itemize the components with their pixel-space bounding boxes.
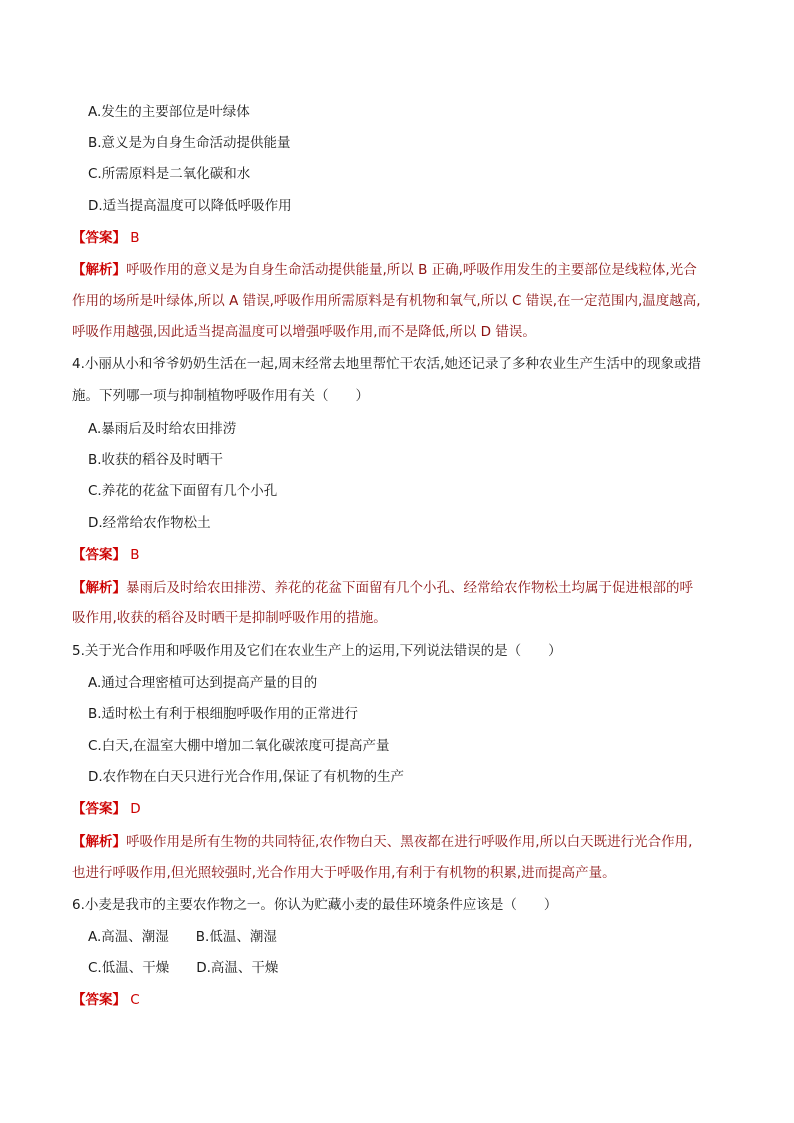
q4-analysis-line-1 — [72, 578, 732, 598]
analysis-text: 呼吸作用的意义是为自身生命活动提供能量,所以 B 正确,呼吸作用发生的主要部位是线粒体,光合 — [126, 262, 697, 278]
answer-label: 【答案】 — [72, 230, 126, 246]
answer-value: C — [130, 992, 140, 1008]
answer-label: 【答案】 — [72, 801, 126, 817]
q3-option-a: A.发生的主要部位是叶绿体 — [88, 104, 250, 120]
q5-option-b: B.适时松土有利于根细胞呼吸作用的正常进行 — [88, 706, 359, 722]
q5-answer — [72, 799, 732, 819]
q4-analysis-line-2: 吸作用,收获的稻谷及时晒干是抑制呼吸作用的措施。 — [72, 610, 387, 626]
q3-analysis-line-2: 作用的场所是叶绿体,所以 A 错误,呼吸作用所需原料是有机物和氧气,所以 C 错误,在一定范围内,温度越高, — [72, 293, 701, 309]
q4-answer — [72, 545, 732, 565]
q4-option-c: C.养花的花盆下面留有几个小孔 — [88, 483, 278, 499]
answer-value: B — [130, 547, 140, 563]
q3-option-b: B.意义是为自身生命活动提供能量 — [88, 135, 291, 151]
q5-option-c: C.白天,在温室大棚中增加二氧化碳浓度可提高产量 — [88, 738, 390, 754]
answer-value: B — [130, 230, 140, 246]
q6-options-row-2: C.低温、干燥 D.高温、干燥 — [88, 960, 279, 976]
analysis-label: 【解析】 — [72, 580, 126, 596]
q5-analysis-line-1 — [72, 832, 732, 852]
answer-label: 【答案】 — [72, 547, 126, 563]
q5-stem: 5.关于光合作用和呼吸作用及它们在农业生产上的运用,下列说法错误的是（ ） — [72, 643, 562, 659]
analysis-text: 暴雨后及时给农田排涝、养花的花盆下面留有几个小孔、经常给农作物松土均属于促进根部的呼 — [126, 580, 693, 596]
analysis-label: 【解析】 — [72, 834, 126, 850]
q6-options-row-1: A.高温、潮湿 B.低温、潮湿 — [88, 929, 277, 945]
analysis-label: 【解析】 — [72, 262, 126, 278]
q4-option-d: D.经常给农作物松土 — [88, 515, 211, 531]
q6-answer — [72, 990, 732, 1010]
q5-option-a: A.通过合理密植可达到提高产量的目的 — [88, 675, 318, 691]
q4-stem-line-1: 4.小丽从小和爷爷奶奶生活在一起,周末经常去地里帮忙干农活,她还记录了多种农业生产生活中的现象或措 — [72, 356, 701, 372]
q5-analysis-line-2: 也进行呼吸作用,但光照较强时,光合作用大于呼吸作用,有利于有机物的积累,进而提高产量。 — [72, 865, 616, 881]
analysis-text: 呼吸作用是所有生物的共同特征,农作物白天、黑夜都在进行呼吸作用,所以白天既进行光合作用, — [126, 834, 693, 850]
q3-option-d: D.适当提高温度可以降低呼吸作用 — [88, 198, 292, 214]
q3-answer — [72, 228, 732, 248]
q3-analysis-line-1 — [72, 260, 732, 280]
q4-option-a: A.暴雨后及时给农田排涝 — [88, 421, 237, 437]
q4-stem-line-2: 施。下列哪一项与抑制植物呼吸作用有关（ ） — [72, 388, 369, 404]
q3-analysis-line-3: 呼吸作用越强,因此适当提高温度可以增强呼吸作用,而不是降低,所以 D 错误。 — [72, 324, 536, 340]
answer-value: D — [130, 801, 141, 817]
q6-stem: 6.小麦是我市的主要农作物之一。你认为贮藏小麦的最佳环境条件应该是（ ） — [72, 897, 558, 913]
q5-option-d: D.农作物在白天只进行光合作用,保证了有机物的生产 — [88, 769, 404, 785]
q3-option-c: C.所需原料是二氧化碳和水 — [88, 166, 251, 182]
q4-option-b: B.收获的稻谷及时晒干 — [88, 452, 224, 468]
answer-label: 【答案】 — [72, 992, 126, 1008]
